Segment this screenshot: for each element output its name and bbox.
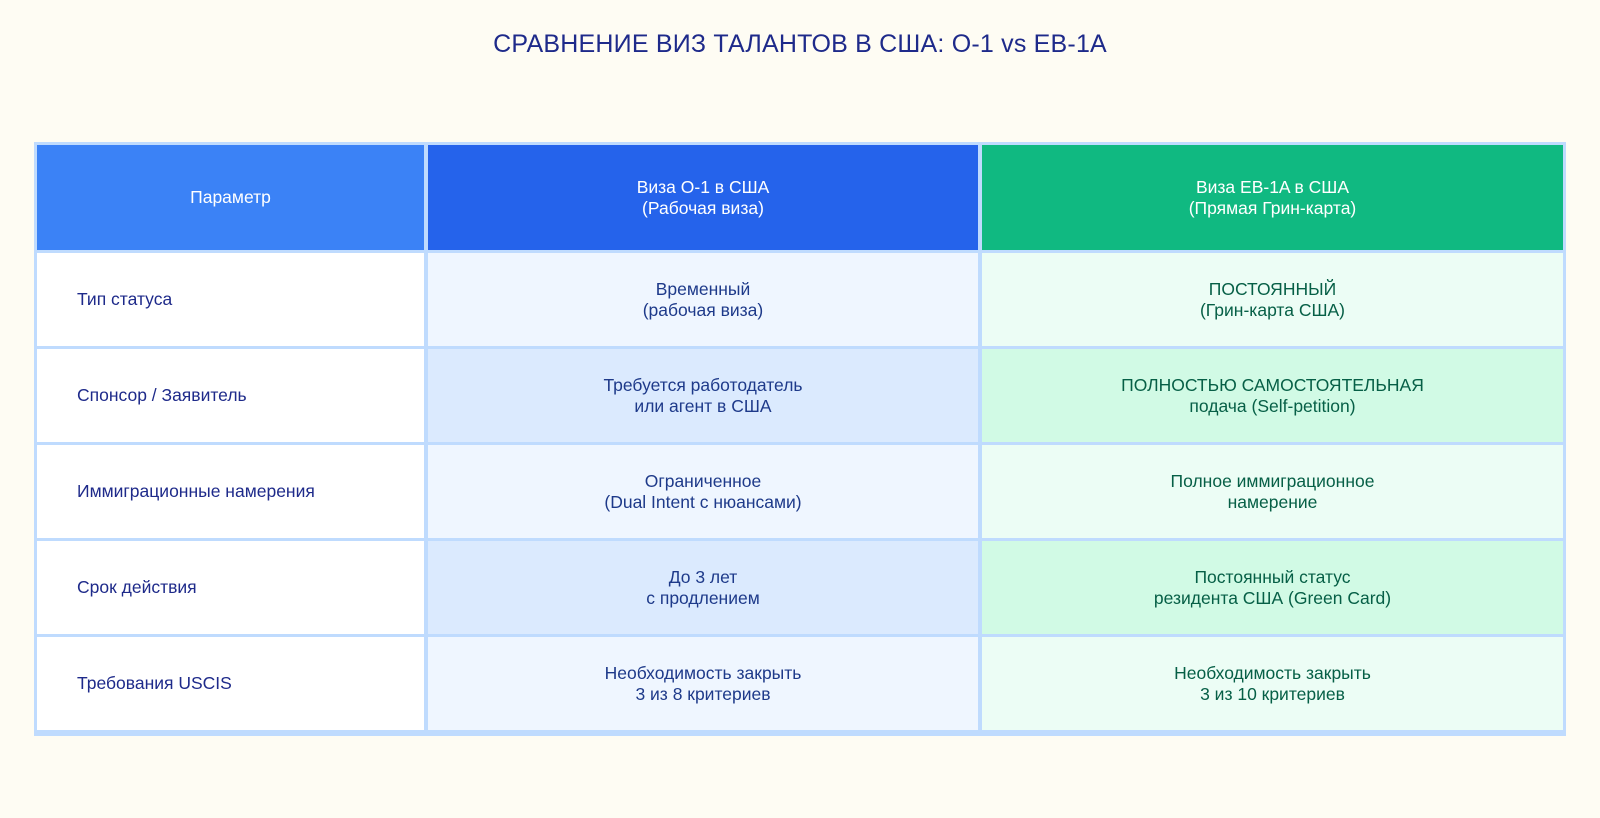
header-cell-o1: Виза O-1 в США (Рабочая виза) — [428, 145, 978, 250]
row-eb1a-validity: Постоянный статус резидента США (Green Card) — [982, 541, 1563, 634]
comparison-table — [34, 142, 1566, 736]
header-cell-parameter: Параметр — [37, 145, 424, 250]
row-param-uscis-requirements: Требования USCIS — [37, 637, 424, 730]
row-o1-uscis-requirements: Необходимость закрыть 3 из 8 критериев — [428, 637, 978, 730]
row-o1-immigration-intent: Ограниченное (Dual Intent с нюансами) — [428, 445, 978, 538]
row-eb1a-immigration-intent: Полное иммиграционное намерение — [982, 445, 1563, 538]
row-eb1a-uscis-requirements: Необходимость закрыть 3 из 10 критериев — [982, 637, 1563, 730]
page-title: СРАВНЕНИЕ ВИЗ ТАЛАНТОВ В США: O-1 vs EB-1A — [493, 30, 1107, 58]
row-o1-validity: До 3 лет с продлением — [428, 541, 978, 634]
row-eb1a-status-type: ПОСТОЯННЫЙ (Грин-карта США) — [982, 253, 1563, 346]
row-o1-status-type: Временный (рабочая виза) — [428, 253, 978, 346]
row-param-immigration-intent: Иммиграционные намерения — [37, 445, 424, 538]
row-param-status-type: Тип статуса — [37, 253, 424, 346]
row-eb1a-sponsor: ПОЛНОСТЬЮ САМОСТОЯТЕЛЬНАЯ подача (Self-petition) — [982, 349, 1563, 442]
row-param-validity: Срок действия — [37, 541, 424, 634]
row-o1-sponsor: Требуется работодатель или агент в США — [428, 349, 978, 442]
header-cell-eb1a: Виза EB-1A в США (Прямая Грин-карта) — [982, 145, 1563, 250]
row-param-sponsor: Спонсор / Заявитель — [37, 349, 424, 442]
